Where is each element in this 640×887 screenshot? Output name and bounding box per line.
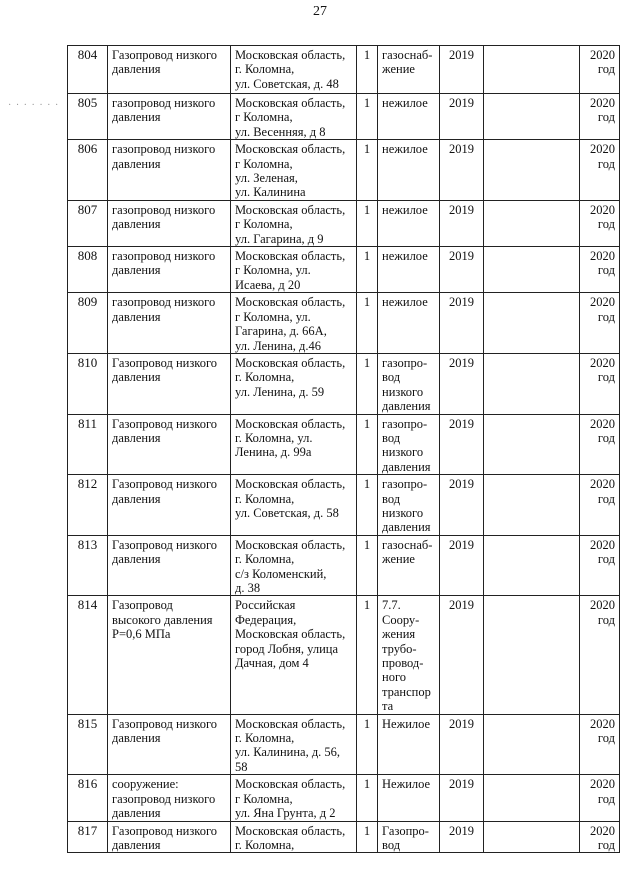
- object-name-cell: газопровод низкого давления: [108, 140, 231, 201]
- row-number-cell: 807: [68, 200, 108, 246]
- margin-scan-mark: · · · · · · ·: [8, 100, 60, 111]
- object-name-cell: Газопровод низкого давления: [108, 821, 231, 853]
- row-number-cell: 804: [68, 46, 108, 94]
- empty-cell: [484, 475, 580, 536]
- completion-year-cell: 2020 год: [580, 714, 620, 775]
- quantity-cell: 1: [357, 535, 378, 596]
- completion-year-cell: 2020 год: [580, 596, 620, 714]
- row-number-cell: 808: [68, 247, 108, 293]
- empty-cell: [484, 821, 580, 853]
- quantity-cell: 1: [357, 140, 378, 201]
- quantity-cell: 1: [357, 821, 378, 853]
- empty-cell: [484, 247, 580, 293]
- table-row: [68, 94, 620, 140]
- purpose-cell: газопро- вод низкого давления: [378, 414, 440, 475]
- empty-cell: [484, 46, 580, 94]
- row-number-cell: 815: [68, 714, 108, 775]
- completion-year-cell: 2020 год: [580, 821, 620, 853]
- table-row: [68, 475, 620, 536]
- address-cell: Российская Федерация, Московская область, город Лобня, улица Дачная, дом 4: [231, 596, 357, 714]
- table-row: [68, 140, 620, 201]
- empty-cell: [484, 140, 580, 201]
- empty-cell: [484, 596, 580, 714]
- address-cell: Московская область, г. Коломна, ул. Ленина, д. 99а: [231, 414, 357, 475]
- empty-cell: [484, 200, 580, 246]
- table-row: [68, 535, 620, 596]
- page-number: 27: [313, 4, 327, 19]
- object-name-cell: газопровод низкого давления: [108, 247, 231, 293]
- table-row: [68, 293, 620, 354]
- year-cell: 2019: [440, 293, 484, 354]
- row-number-cell: 812: [68, 475, 108, 536]
- object-name-cell: Газопровод низкого давления: [108, 475, 231, 536]
- completion-year-cell: 2020 год: [580, 353, 620, 414]
- purpose-cell: газопро- вод низкого давления: [378, 475, 440, 536]
- quantity-cell: 1: [357, 293, 378, 354]
- purpose-cell: 7.7. Соору- жения трубо- провод- ного транспор та: [378, 596, 440, 714]
- row-number-cell: 806: [68, 140, 108, 201]
- year-cell: 2019: [440, 714, 484, 775]
- address-cell: Московская область, г. Коломна, ул. Калинина, д. 56, 58: [231, 714, 357, 775]
- quantity-cell: 1: [357, 200, 378, 246]
- purpose-cell: нежилое: [378, 140, 440, 201]
- row-number-cell: 805: [68, 94, 108, 140]
- year-cell: 2019: [440, 46, 484, 94]
- quantity-cell: 1: [357, 596, 378, 714]
- completion-year-cell: 2020 год: [580, 293, 620, 354]
- purpose-cell: газоснаб- жение: [378, 535, 440, 596]
- completion-year-cell: 2020 год: [580, 775, 620, 821]
- object-name-cell: Газопровод низкого давления: [108, 353, 231, 414]
- empty-cell: [484, 293, 580, 354]
- address-cell: Московская область, г Коломна, ул. Яна Грунта, д 2: [231, 775, 357, 821]
- year-cell: 2019: [440, 475, 484, 536]
- purpose-cell: нежилое: [378, 94, 440, 140]
- address-cell: Московская область, г Коломна, ул. Весенняя, д 8: [231, 94, 357, 140]
- object-name-cell: Газопровод высокого давления Р=0,6 МПа: [108, 596, 231, 714]
- object-name-cell: Газопровод низкого давления: [108, 414, 231, 475]
- table-row: [68, 247, 620, 293]
- object-name-cell: газопровод низкого давления: [108, 293, 231, 354]
- year-cell: 2019: [440, 414, 484, 475]
- year-cell: 2019: [440, 140, 484, 201]
- address-cell: Московская область, г. Коломна,: [231, 821, 357, 853]
- row-number-cell: 809: [68, 293, 108, 354]
- table-row: [68, 200, 620, 246]
- completion-year-cell: 2020 год: [580, 475, 620, 536]
- purpose-cell: нежилое: [378, 200, 440, 246]
- year-cell: 2019: [440, 596, 484, 714]
- completion-year-cell: 2020 год: [580, 414, 620, 475]
- empty-cell: [484, 535, 580, 596]
- quantity-cell: 1: [357, 247, 378, 293]
- purpose-cell: газоснаб- жение: [378, 46, 440, 94]
- purpose-cell: Газопро- вод: [378, 821, 440, 853]
- completion-year-cell: 2020 год: [580, 140, 620, 201]
- table-row: [68, 46, 620, 94]
- property-register-table: [67, 45, 620, 853]
- empty-cell: [484, 775, 580, 821]
- object-name-cell: Газопровод низкого давления: [108, 714, 231, 775]
- object-name-cell: Газопровод низкого давления: [108, 46, 231, 94]
- purpose-cell: Нежилое: [378, 714, 440, 775]
- table-row: [68, 775, 620, 821]
- completion-year-cell: 2020 год: [580, 46, 620, 94]
- address-cell: Московская область, г. Коломна, ул. Советская, д. 58: [231, 475, 357, 536]
- quantity-cell: 1: [357, 46, 378, 94]
- address-cell: Московская область, г. Коломна, с/з Коломенский, д. 38: [231, 535, 357, 596]
- address-cell: Московская область, г Коломна, ул. Исаева, д 20: [231, 247, 357, 293]
- row-number-cell: 816: [68, 775, 108, 821]
- row-number-cell: 810: [68, 353, 108, 414]
- purpose-cell: нежилое: [378, 293, 440, 354]
- address-cell: Московская область, г. Коломна, ул. Ленина, д. 59: [231, 353, 357, 414]
- empty-cell: [484, 353, 580, 414]
- row-number-cell: 813: [68, 535, 108, 596]
- object-name-cell: Газопровод низкого давления: [108, 535, 231, 596]
- table-row: [68, 821, 620, 853]
- completion-year-cell: 2020 год: [580, 535, 620, 596]
- row-number-cell: 817: [68, 821, 108, 853]
- address-cell: Московская область, г Коломна, ул. Гагарина, д. 66А, ул. Ленина, д.46: [231, 293, 357, 354]
- object-name-cell: газопровод низкого давления: [108, 200, 231, 246]
- quantity-cell: 1: [357, 714, 378, 775]
- year-cell: 2019: [440, 200, 484, 246]
- purpose-cell: газопро- вод низкого давления: [378, 353, 440, 414]
- completion-year-cell: 2020 год: [580, 200, 620, 246]
- completion-year-cell: 2020 год: [580, 247, 620, 293]
- address-cell: Московская область, г Коломна, ул. Зеленая, ул. Калинина: [231, 140, 357, 201]
- empty-cell: [484, 414, 580, 475]
- purpose-cell: нежилое: [378, 247, 440, 293]
- row-number-cell: 811: [68, 414, 108, 475]
- object-name-cell: газопровод низкого давления: [108, 94, 231, 140]
- row-number-cell: 814: [68, 596, 108, 714]
- table-row: [68, 353, 620, 414]
- quantity-cell: 1: [357, 94, 378, 140]
- purpose-cell: Нежилое: [378, 775, 440, 821]
- year-cell: 2019: [440, 353, 484, 414]
- year-cell: 2019: [440, 94, 484, 140]
- year-cell: 2019: [440, 247, 484, 293]
- quantity-cell: 1: [357, 475, 378, 536]
- empty-cell: [484, 714, 580, 775]
- address-cell: Московская область, г Коломна, ул. Гагарина, д 9: [231, 200, 357, 246]
- quantity-cell: 1: [357, 775, 378, 821]
- object-name-cell: сооружение: газопровод низкого давления: [108, 775, 231, 821]
- table-row: [68, 596, 620, 714]
- completion-year-cell: 2020 год: [580, 94, 620, 140]
- address-cell: Московская область, г. Коломна, ул. Советская, д. 48: [231, 46, 357, 94]
- table-row: [68, 414, 620, 475]
- year-cell: 2019: [440, 775, 484, 821]
- quantity-cell: 1: [357, 414, 378, 475]
- table-row: [68, 714, 620, 775]
- year-cell: 2019: [440, 821, 484, 853]
- quantity-cell: 1: [357, 353, 378, 414]
- year-cell: 2019: [440, 535, 484, 596]
- empty-cell: [484, 94, 580, 140]
